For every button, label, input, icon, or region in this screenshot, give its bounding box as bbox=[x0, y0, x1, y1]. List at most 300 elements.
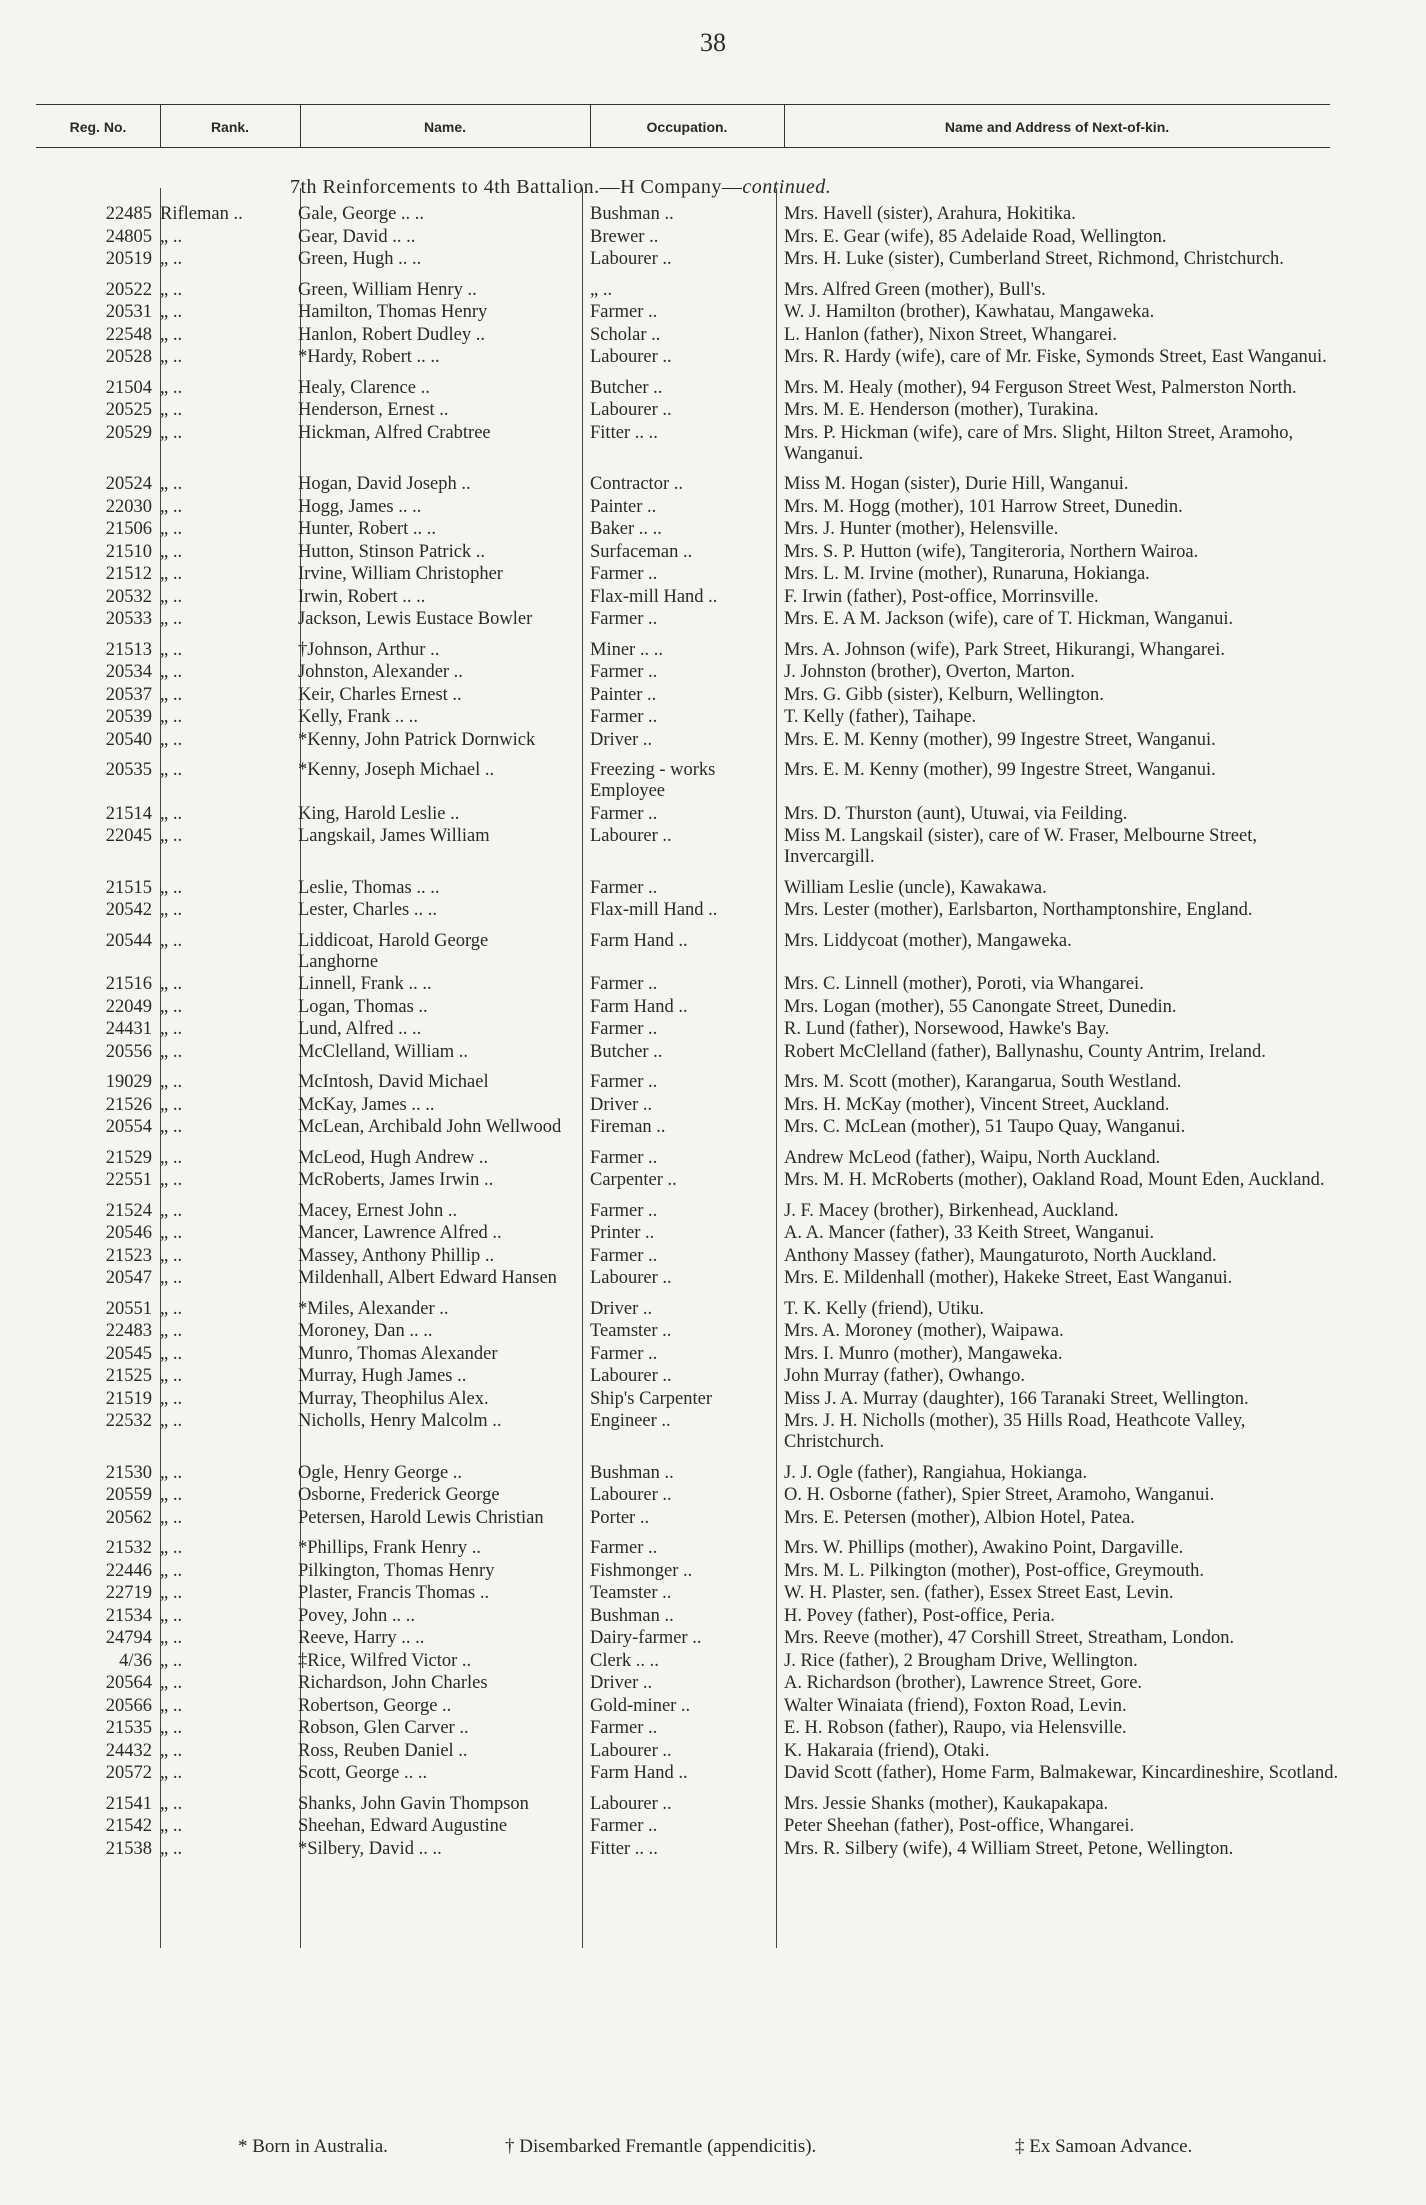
next-of-kin-cell: Mrs. M. E. Henderson (mother), Turakina. bbox=[784, 400, 1099, 420]
rank-cell: „ .. bbox=[160, 1170, 183, 1190]
next-of-kin-cell: Mrs. C. Linnell (mother), Poroti, via Whangarei. bbox=[784, 974, 1144, 994]
next-of-kin-cell: E. H. Robson (father), Raupo, via Helensville. bbox=[784, 1718, 1127, 1738]
table-row bbox=[0, 1170, 1426, 1191]
reg-no-cell: 21506 bbox=[105, 519, 152, 539]
reg-no-cell: 4/36 bbox=[119, 1650, 152, 1671]
occupation-cell: Farmer .. bbox=[590, 609, 658, 629]
reg-no-cell: 20544 bbox=[105, 930, 152, 951]
occupation-cell: Teamster .. bbox=[590, 1583, 672, 1603]
table-row bbox=[0, 280, 1426, 301]
table-row bbox=[0, 325, 1426, 346]
table-row bbox=[0, 587, 1426, 608]
rank-cell: „ .. bbox=[160, 1411, 183, 1431]
name-cell: Keir, Charles Ernest .. bbox=[298, 684, 462, 705]
table-row bbox=[0, 204, 1426, 225]
reg-no-cell: 20522 bbox=[105, 279, 152, 300]
next-of-kin-cell: Miss J. A. Murray (daughter), 166 Taranaki Street, Wellington. bbox=[784, 1388, 1249, 1409]
next-of-kin-cell: Mrs. D. Thurston (aunt), Utuwai, via Feilding. bbox=[784, 803, 1128, 824]
name-cell: Green, Hugh .. .. bbox=[298, 249, 422, 269]
table-row bbox=[0, 542, 1426, 563]
name-cell: Gear, David .. .. bbox=[298, 226, 416, 247]
rank-cell: „ .. bbox=[160, 541, 183, 562]
name-cell: Hickman, Alfred Crabtree bbox=[298, 422, 491, 443]
next-of-kin-cell: K. Hakaraia (friend), Otaki. bbox=[784, 1740, 990, 1761]
next-of-kin-cell: Mrs. Liddycoat (mother), Mangaweka. bbox=[784, 930, 1072, 951]
occupation-cell: Farm Hand .. bbox=[590, 1763, 688, 1783]
rank-cell: „ .. bbox=[160, 422, 183, 443]
rank-cell: „ .. bbox=[160, 1298, 183, 1319]
name-cell: Johnston, Alexander .. bbox=[298, 662, 463, 682]
next-of-kin-cell: Mrs. Jessie Shanks (mother), Kaukapakapa. bbox=[784, 1793, 1109, 1814]
occupation-cell: Farmer .. bbox=[590, 1072, 658, 1092]
name-cell: Ross, Reuben Daniel .. bbox=[298, 1740, 468, 1761]
next-of-kin-cell: Mrs. C. McLean (mother), 51 Taupo Quay, Wanganui. bbox=[784, 1117, 1186, 1137]
reg-no-cell: 20524 bbox=[105, 474, 152, 494]
reg-no-cell: 24432 bbox=[105, 1740, 152, 1761]
rank-cell: „ .. bbox=[160, 302, 183, 322]
rank-cell: „ .. bbox=[160, 347, 183, 367]
table-row bbox=[0, 1651, 1426, 1672]
reg-no-cell: 20533 bbox=[105, 609, 152, 629]
page-number: 38 bbox=[700, 28, 726, 57]
name-cell: Moroney, Dan .. .. bbox=[298, 1321, 433, 1341]
name-cell: Logan, Thomas .. bbox=[298, 996, 428, 1017]
table-row bbox=[0, 1463, 1426, 1484]
name-cell: Massey, Anthony Phillip .. bbox=[298, 1245, 495, 1266]
table-row bbox=[0, 1538, 1426, 1559]
occupation-cell: Miner .. .. bbox=[590, 639, 663, 660]
name-cell: Hutton, Stinson Patrick .. bbox=[298, 541, 486, 562]
rank-cell: „ .. bbox=[160, 1628, 183, 1648]
table-row bbox=[0, 1606, 1426, 1627]
reg-no-cell: 20532 bbox=[105, 586, 152, 607]
name-cell: Ogle, Henry George .. bbox=[298, 1462, 463, 1483]
occupation-cell: Ship's Carpenter bbox=[590, 1388, 713, 1409]
next-of-kin-cell: Mrs. Lester (mother), Earlsbarton, Northamptonshire, England. bbox=[784, 900, 1253, 920]
next-of-kin-cell: Mrs. R. Silbery (wife), 4 William Street, Petone, Wellington. bbox=[784, 1838, 1234, 1859]
reg-no-cell: 21532 bbox=[105, 1538, 152, 1558]
name-cell: Richardson, John Charles bbox=[298, 1673, 488, 1693]
reg-no-cell: 22551 bbox=[105, 1170, 152, 1190]
table-row bbox=[0, 1816, 1426, 1837]
next-of-kin-cell: L. Hanlon (father), Nixon Street, Whangarei. bbox=[784, 324, 1118, 345]
reg-no-cell: 20556 bbox=[105, 1041, 152, 1062]
occupation-cell: Farmer .. bbox=[590, 707, 658, 727]
rank-cell: „ .. bbox=[160, 1321, 183, 1341]
rank-cell: „ .. bbox=[160, 564, 183, 584]
name-cell: Hogg, James .. .. bbox=[298, 496, 422, 517]
reg-no-cell: 20572 bbox=[105, 1763, 152, 1783]
next-of-kin-cell: Mrs. E. A M. Jackson (wife), care of T. Hickman, Wanganui. bbox=[784, 609, 1234, 629]
occupation-cell: Labourer .. bbox=[590, 1268, 672, 1288]
table-row bbox=[0, 707, 1426, 728]
rank-cell: „ .. bbox=[160, 729, 183, 750]
next-of-kin-cell: J. Rice (father), 2 Brougham Drive, Wellington. bbox=[784, 1650, 1138, 1671]
rank-cell: „ .. bbox=[160, 1673, 183, 1693]
next-of-kin-cell: Mrs. J. H. Nicholls (mother), 35 Hills Road, Heathcote Valley, Christchurch. bbox=[784, 1411, 1246, 1452]
reg-no-cell: 20554 bbox=[105, 1117, 152, 1137]
occupation-cell: Labourer .. bbox=[590, 249, 672, 269]
table-row bbox=[0, 1223, 1426, 1244]
next-of-kin-cell: Mrs. S. P. Hutton (wife), Tangiteroria, Northern Wairoa. bbox=[784, 541, 1199, 562]
rank-cell: „ .. bbox=[160, 1245, 183, 1266]
name-cell: Nicholls, Henry Malcolm .. bbox=[298, 1411, 502, 1431]
reg-no-cell: 20519 bbox=[105, 249, 152, 269]
occupation-cell: Butcher .. bbox=[590, 377, 663, 398]
name-cell: McClelland, William .. bbox=[298, 1041, 469, 1062]
reg-no-cell: 21535 bbox=[105, 1718, 152, 1738]
rank-cell: „ .. bbox=[160, 639, 183, 660]
next-of-kin-cell: Peter Sheehan (father), Post-office, Whangarei. bbox=[784, 1816, 1135, 1836]
table-row bbox=[0, 997, 1426, 1018]
occupation-cell: Labourer .. bbox=[590, 1740, 672, 1761]
next-of-kin-cell: Mrs. E. Petersen (mother), Albion Hotel, Patea. bbox=[784, 1507, 1135, 1528]
table-row bbox=[0, 1299, 1426, 1320]
header-rank: Rank. bbox=[210, 119, 250, 135]
next-of-kin-cell: Mrs. L. M. Irvine (mother), Runaruna, Hokianga. bbox=[784, 564, 1150, 584]
table-row bbox=[0, 347, 1426, 368]
table-row bbox=[0, 474, 1426, 495]
occupation-cell: Carpenter .. bbox=[590, 1170, 677, 1190]
next-of-kin-cell: Mrs. I. Munro (mother), Mangaweka. bbox=[784, 1343, 1063, 1364]
table-row bbox=[0, 1389, 1426, 1410]
occupation-cell: Farmer .. bbox=[590, 877, 658, 898]
table-row bbox=[0, 1583, 1426, 1604]
occupation-cell: Farmer .. bbox=[590, 1343, 658, 1364]
occupation-cell: Painter .. bbox=[590, 684, 657, 705]
table-row bbox=[0, 1072, 1426, 1093]
rank-cell: „ .. bbox=[160, 760, 183, 780]
occupation-cell: Painter .. bbox=[590, 496, 657, 517]
rank-cell: „ .. bbox=[160, 930, 183, 951]
next-of-kin-cell: Walter Winaiata (friend), Foxton Road, Levin. bbox=[784, 1695, 1127, 1716]
rank-cell: „ .. bbox=[160, 1718, 183, 1738]
next-of-kin-cell: Mrs. Reeve (mother), 47 Corshill Street, Streatham, London. bbox=[784, 1628, 1235, 1648]
table-row bbox=[0, 497, 1426, 518]
reg-no-cell: 20525 bbox=[105, 400, 152, 420]
next-of-kin-cell: Mrs. A. Johnson (wife), Park Street, Hikurangi, Whangarei. bbox=[784, 639, 1226, 660]
occupation-cell: Labourer .. bbox=[590, 1366, 672, 1386]
rank-cell: „ .. bbox=[160, 474, 183, 494]
table-row bbox=[0, 900, 1426, 921]
next-of-kin-cell: F. Irwin (father), Post-office, Morrinsville. bbox=[784, 586, 1099, 607]
reg-no-cell: 21519 bbox=[105, 1388, 152, 1409]
name-cell: Munro, Thomas Alexander bbox=[298, 1343, 498, 1364]
occupation-cell: Surfaceman .. bbox=[590, 541, 693, 562]
next-of-kin-cell: Mrs. Logan (mother), 55 Canongate Street, Dunedin. bbox=[784, 996, 1177, 1017]
table-row bbox=[0, 1794, 1426, 1815]
rank-cell: „ .. bbox=[160, 1223, 183, 1243]
next-of-kin-cell: Andrew McLeod (father), Waipu, North Auckland. bbox=[784, 1147, 1161, 1168]
name-cell: Irvine, William Christopher bbox=[298, 564, 503, 584]
reg-no-cell: 24805 bbox=[105, 226, 152, 247]
reg-no-cell: 22483 bbox=[105, 1321, 152, 1341]
rank-cell: „ .. bbox=[160, 1740, 183, 1761]
next-of-kin-cell: David Scott (father), Home Farm, Balmakewar, Kincardineshire, Scotland. bbox=[784, 1763, 1339, 1783]
occupation-cell: Labourer .. bbox=[590, 1485, 672, 1505]
occupation-cell: Butcher .. bbox=[590, 1041, 663, 1062]
next-of-kin-cell: Miss M. Langskail (sister), care of W. Fraser, Melbourne Street, Invercargill. bbox=[784, 826, 1257, 867]
name-cell: *Phillips, Frank Henry .. bbox=[298, 1538, 481, 1558]
rank-cell: „ .. bbox=[160, 996, 183, 1017]
reg-no-cell: 20535 bbox=[105, 760, 152, 780]
section-title-continued: continued. bbox=[742, 176, 832, 198]
next-of-kin-cell: J. Johnston (brother), Overton, Marton. bbox=[784, 662, 1075, 682]
occupation-cell: Freezing - works Employee bbox=[590, 760, 716, 801]
rank-cell: „ .. bbox=[160, 377, 183, 398]
table-row bbox=[0, 1763, 1426, 1784]
occupation-cell: Teamster .. bbox=[590, 1321, 672, 1341]
occupation-cell: Labourer .. bbox=[590, 400, 672, 420]
reg-no-cell: 22548 bbox=[105, 324, 152, 345]
header-name: Name. bbox=[423, 119, 467, 135]
reg-no-cell: 22532 bbox=[105, 1411, 152, 1431]
next-of-kin-cell: Mrs. Havell (sister), Arahura, Hokitika. bbox=[784, 204, 1076, 224]
rank-cell: „ .. bbox=[160, 877, 183, 898]
reg-no-cell: 20566 bbox=[105, 1695, 152, 1716]
table-row bbox=[0, 1321, 1426, 1342]
reg-no-cell: 22045 bbox=[105, 826, 152, 846]
occupation-cell: Farmer .. bbox=[590, 803, 658, 824]
next-of-kin-cell: Mrs. M. Hogg (mother), 101 Harrow Street, Dunedin. bbox=[784, 496, 1183, 517]
next-of-kin-cell: O. H. Osborne (father), Spier Street, Aramoho, Wanganui. bbox=[784, 1485, 1215, 1505]
rank-cell: „ .. bbox=[160, 1583, 183, 1603]
name-cell: *Miles, Alexander .. bbox=[298, 1298, 449, 1319]
reg-no-cell: 21516 bbox=[105, 974, 152, 994]
name-cell: Pilkington, Thomas Henry bbox=[298, 1560, 495, 1581]
rank-cell: „ .. bbox=[160, 662, 183, 682]
next-of-kin-cell: Mrs. E. M. Kenny (mother), 99 Ingestre Street, Wanganui. bbox=[784, 760, 1216, 780]
name-cell: McLean, Archibald John Wellwood bbox=[298, 1117, 562, 1137]
name-cell: McIntosh, David Michael bbox=[298, 1072, 489, 1092]
rank-cell: „ .. bbox=[160, 1650, 183, 1671]
name-cell: ‡Rice, Wilfred Victor .. bbox=[298, 1650, 472, 1671]
name-cell: Jackson, Lewis Eustace Bowler bbox=[298, 609, 533, 629]
next-of-kin-cell: H. Povey (father), Post-office, Peria. bbox=[784, 1605, 1055, 1626]
name-cell: Lester, Charles .. .. bbox=[298, 900, 437, 920]
occupation-cell: Baker .. .. bbox=[590, 519, 662, 539]
reg-no-cell: 21538 bbox=[105, 1838, 152, 1859]
section-title-main: 7th Reinforcements to 4th Battalion.—H Company— bbox=[290, 176, 743, 198]
occupation-cell: Driver .. bbox=[590, 1673, 653, 1693]
rank-cell: „ .. bbox=[160, 519, 183, 539]
table-row bbox=[0, 1741, 1426, 1762]
rank-cell: „ .. bbox=[160, 1695, 183, 1716]
occupation-cell: Porter .. bbox=[590, 1507, 650, 1528]
occupation-cell: Scholar .. bbox=[590, 324, 661, 345]
occupation-cell: Flax-mill Hand .. bbox=[590, 586, 718, 607]
rank-cell: „ .. bbox=[160, 1838, 183, 1859]
occupation-cell: Farmer .. bbox=[590, 1538, 658, 1558]
next-of-kin-cell: John Murray (father), Owhango. bbox=[784, 1366, 1025, 1386]
table-row bbox=[0, 302, 1426, 323]
table-row bbox=[0, 1839, 1426, 1860]
reg-no-cell: 21530 bbox=[105, 1462, 152, 1483]
name-cell: Leslie, Thomas .. .. bbox=[298, 877, 440, 898]
reg-no-cell: 22719 bbox=[105, 1583, 152, 1603]
next-of-kin-cell: Mrs. H. McKay (mother), Vincent Street, Auckland. bbox=[784, 1094, 1170, 1115]
table-row bbox=[0, 1485, 1426, 1506]
name-cell: Healy, Clarence .. bbox=[298, 377, 430, 398]
name-cell: *Hardy, Robert .. .. bbox=[298, 347, 440, 367]
occupation-cell: Driver .. bbox=[590, 1094, 653, 1115]
occupation-cell: Farm Hand .. bbox=[590, 996, 688, 1017]
next-of-kin-cell: Mrs. H. Luke (sister), Cumberland Street, Richmond, Christchurch. bbox=[784, 249, 1284, 269]
table-row bbox=[0, 1042, 1426, 1063]
occupation-cell: Brewer .. bbox=[590, 226, 659, 247]
rank-cell: „ .. bbox=[160, 1560, 183, 1581]
name-cell: Hanlon, Robert Dudley .. bbox=[298, 324, 486, 345]
rank-cell: „ .. bbox=[160, 1462, 183, 1483]
footnote-samoan-advance: ‡ Ex Samoan Advance. bbox=[1015, 2136, 1193, 2157]
name-cell: Scott, George .. .. bbox=[298, 1763, 428, 1783]
rank-cell: „ .. bbox=[160, 324, 183, 345]
next-of-kin-cell: Mrs. M. H. McRoberts (mother), Oakland Road, Mount Eden, Auckland. bbox=[784, 1170, 1325, 1190]
occupation-cell: Farmer .. bbox=[590, 662, 658, 682]
rank-cell: „ .. bbox=[160, 1041, 183, 1062]
footnote-disembarked: † Disembarked Fremantle (appendicitis). bbox=[505, 2136, 817, 2157]
reg-no-cell: 20537 bbox=[105, 684, 152, 705]
table-row bbox=[0, 760, 1426, 802]
reg-no-cell: 21523 bbox=[105, 1245, 152, 1266]
table-row bbox=[0, 1696, 1426, 1717]
name-cell: Sheehan, Edward Augustine bbox=[298, 1816, 508, 1836]
reg-no-cell: 21541 bbox=[105, 1793, 152, 1814]
reg-no-cell: 21524 bbox=[105, 1200, 152, 1221]
name-cell: Reeve, Harry .. .. bbox=[298, 1628, 425, 1648]
rank-cell: „ .. bbox=[160, 803, 183, 824]
occupation-cell: Labourer .. bbox=[590, 1793, 672, 1814]
rank-cell: „ .. bbox=[160, 707, 183, 727]
reg-no-cell: 21529 bbox=[105, 1147, 152, 1168]
reg-no-cell: 20545 bbox=[105, 1343, 152, 1364]
rank-cell: „ .. bbox=[160, 1200, 183, 1221]
next-of-kin-cell: W. H. Plaster, sen. (father), Essex Street East, Levin. bbox=[784, 1583, 1174, 1603]
name-cell: Irwin, Robert .. .. bbox=[298, 586, 426, 607]
next-of-kin-cell: Mrs. A. Moroney (mother), Waipawa. bbox=[784, 1321, 1064, 1341]
reg-no-cell: 19029 bbox=[105, 1072, 152, 1092]
reg-no-cell: 21514 bbox=[105, 803, 152, 824]
table-row bbox=[0, 1344, 1426, 1365]
rank-cell: „ .. bbox=[160, 1485, 183, 1505]
reg-no-cell: 22485 bbox=[105, 204, 152, 224]
occupation-cell: Bushman .. bbox=[590, 1462, 674, 1483]
reg-no-cell: 24431 bbox=[105, 1019, 152, 1039]
occupation-cell: Clerk .. .. bbox=[590, 1650, 659, 1671]
table-row bbox=[0, 662, 1426, 683]
reg-no-cell: 20528 bbox=[105, 347, 152, 367]
occupation-cell: Driver .. bbox=[590, 1298, 653, 1319]
name-cell: †Johnson, Arthur .. bbox=[298, 639, 440, 660]
reg-no-cell: 20546 bbox=[105, 1223, 152, 1243]
rank-cell: „ .. bbox=[160, 279, 183, 300]
reg-no-cell: 20559 bbox=[105, 1485, 152, 1505]
reg-no-cell: 24794 bbox=[105, 1628, 152, 1648]
table-row bbox=[0, 1673, 1426, 1694]
header-reg-no: Reg. No. bbox=[69, 119, 127, 135]
name-cell: Hunter, Robert .. .. bbox=[298, 519, 436, 539]
header-occupation: Occupation. bbox=[646, 119, 728, 135]
name-cell: Henderson, Ernest .. bbox=[298, 400, 449, 420]
table-row bbox=[0, 249, 1426, 270]
table-row bbox=[0, 1561, 1426, 1582]
name-cell: King, Harold Leslie .. bbox=[298, 803, 460, 824]
rank-cell: „ .. bbox=[160, 900, 183, 920]
next-of-kin-cell: Mrs. E. Gear (wife), 85 Adelaide Road, Wellington. bbox=[784, 226, 1167, 247]
rank-cell: „ .. bbox=[160, 1268, 183, 1288]
reg-no-cell: 21542 bbox=[105, 1816, 152, 1836]
occupation-cell: Driver .. bbox=[590, 729, 653, 750]
next-of-kin-cell: Mrs. R. Hardy (wife), care of Mr. Fiske, Symonds Street, East Wanganui. bbox=[784, 347, 1327, 367]
table-row bbox=[0, 878, 1426, 899]
section-title bbox=[290, 176, 1190, 199]
name-cell: Liddicoat, Harold George Langhorne bbox=[298, 930, 489, 972]
occupation-cell: Labourer .. bbox=[590, 347, 672, 367]
rank-cell: „ .. bbox=[160, 1072, 183, 1092]
table-row bbox=[0, 1019, 1426, 1040]
name-cell: Murray, Hugh James .. bbox=[298, 1366, 467, 1386]
rank-cell: „ .. bbox=[160, 609, 183, 629]
reg-no-cell: 21534 bbox=[105, 1605, 152, 1626]
reg-no-cell: 21525 bbox=[105, 1366, 152, 1386]
name-cell: Murray, Theophilus Alex. bbox=[298, 1388, 489, 1409]
name-cell: Shanks, John Gavin Thompson bbox=[298, 1793, 529, 1814]
name-cell: Hogan, David Joseph .. bbox=[298, 474, 471, 494]
name-cell: Mildenhall, Albert Edward Hansen bbox=[298, 1268, 557, 1288]
next-of-kin-cell: Mrs. M. L. Pilkington (mother), Post-office, Greymouth. bbox=[784, 1560, 1204, 1581]
next-of-kin-cell: Mrs. W. Phillips (mother), Awakino Point, Dargaville. bbox=[784, 1538, 1184, 1558]
table-row bbox=[0, 931, 1426, 973]
name-cell: McLeod, Hugh Andrew .. bbox=[298, 1147, 489, 1168]
table-row bbox=[0, 804, 1426, 825]
occupation-cell: Engineer .. bbox=[590, 1411, 671, 1431]
name-cell: Linnell, Frank .. .. bbox=[298, 974, 432, 994]
table-row bbox=[0, 1246, 1426, 1267]
rank-cell: „ .. bbox=[160, 1793, 183, 1814]
table-row bbox=[0, 974, 1426, 995]
table-row bbox=[0, 1366, 1426, 1387]
occupation-cell: Farmer .. bbox=[590, 1200, 658, 1221]
table-row bbox=[0, 1117, 1426, 1138]
name-cell: Gale, George .. .. bbox=[298, 204, 425, 224]
occupation-cell: Farm Hand .. bbox=[590, 930, 688, 951]
next-of-kin-cell: Robert McClelland (father), Ballynashu, County Antrim, Ireland. bbox=[784, 1041, 1266, 1062]
occupation-cell: Farmer .. bbox=[590, 1816, 658, 1836]
table-row bbox=[0, 1411, 1426, 1453]
reg-no-cell: 21526 bbox=[105, 1094, 152, 1115]
next-of-kin-cell: William Leslie (uncle), Kawakawa. bbox=[784, 877, 1047, 898]
rank-cell: „ .. bbox=[160, 249, 183, 269]
rank-cell: „ .. bbox=[160, 1094, 183, 1115]
table-row bbox=[0, 1628, 1426, 1649]
rank-cell: „ .. bbox=[160, 1388, 183, 1409]
next-of-kin-cell: A. A. Mancer (father), 33 Keith Street, Wanganui. bbox=[784, 1223, 1155, 1243]
table-row bbox=[0, 1508, 1426, 1529]
reg-no-cell: 20562 bbox=[105, 1507, 152, 1528]
name-cell: McRoberts, James Irwin .. bbox=[298, 1170, 494, 1190]
reg-no-cell: 21512 bbox=[105, 564, 152, 584]
table-row bbox=[0, 227, 1426, 248]
name-cell: Povey, John .. .. bbox=[298, 1605, 415, 1626]
name-cell: Plaster, Francis Thomas .. bbox=[298, 1583, 490, 1603]
reg-no-cell: 20540 bbox=[105, 729, 152, 750]
name-cell: McKay, James .. .. bbox=[298, 1094, 435, 1115]
occupation-cell: Farmer .. bbox=[590, 974, 658, 994]
table-row bbox=[0, 1148, 1426, 1169]
reg-no-cell: 22049 bbox=[105, 996, 152, 1017]
name-cell: Langskail, James William bbox=[298, 826, 490, 846]
rank-cell: „ .. bbox=[160, 1538, 183, 1558]
